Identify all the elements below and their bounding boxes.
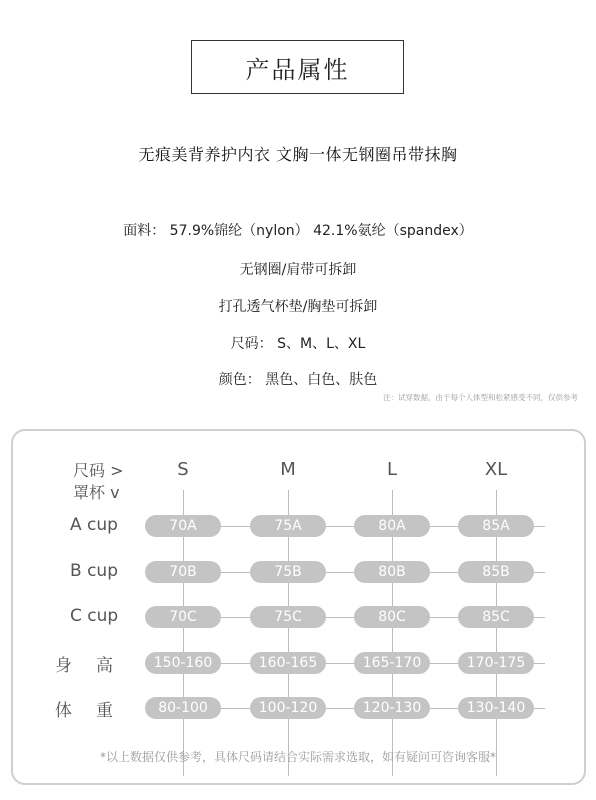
- corner-size-label: 尺码 >: [73, 461, 124, 480]
- size-cell: 100-120: [250, 697, 326, 719]
- size-cell: 130-140: [458, 697, 534, 719]
- size-cell: 85C: [458, 606, 534, 628]
- size-cell: 80C: [354, 606, 430, 628]
- footer-note: *以上数据仅供参考，具体尺码请结合实际需求选取，如有疑问可咨询客服*: [99, 750, 496, 764]
- size-cell: 75C: [250, 606, 326, 628]
- size-cell: 70A: [145, 515, 221, 537]
- table-corner-label: [73, 460, 124, 504]
- column-header-xl: XL: [484, 459, 508, 480]
- attribute-wire: 无钢圈/肩带可拆卸: [239, 262, 357, 278]
- row-header-b-cup: B cup: [70, 561, 118, 581]
- row-header-c-cup: C cup: [70, 606, 119, 626]
- attribute-size: 尺码： S、M、L、XL: [230, 336, 366, 352]
- size-cell: 70C: [145, 606, 221, 628]
- row-header-a-cup: A cup: [70, 515, 118, 535]
- size-cell: 85A: [458, 515, 534, 537]
- size-cell: 85B: [458, 561, 534, 583]
- row-header-height: 身高: [55, 656, 137, 676]
- size-cell: 80A: [354, 515, 430, 537]
- attribute-pad: 打孔透气杯垫/胸垫可拆卸: [218, 299, 378, 315]
- size-cell: 70B: [145, 561, 221, 583]
- corner-cup-label: 罩杯 v: [73, 483, 120, 502]
- page-title: 产品属性: [191, 40, 404, 94]
- column-header-l: L: [386, 459, 398, 480]
- size-cell: 75A: [250, 515, 326, 537]
- column-header-s: S: [177, 459, 189, 480]
- size-cell: 150-160: [145, 652, 221, 674]
- size-cell: 80-100: [145, 697, 221, 719]
- size-cell: 75B: [250, 561, 326, 583]
- size-cell: 170-175: [458, 652, 534, 674]
- size-cell: 160-165: [250, 652, 326, 674]
- row-header-weight: 体重: [55, 701, 137, 721]
- column-header-m: M: [280, 459, 296, 480]
- size-cell: 120-130: [354, 697, 430, 719]
- fit-note: 注：试穿数据，由于每个人体型和松紧感受不同，仅供参考: [383, 393, 578, 402]
- attribute-fabric: 面料： 57.9%锦纶（nylon） 42.1%氨纶（spandex）: [123, 223, 473, 239]
- size-cell: 80B: [354, 561, 430, 583]
- product-name: 无痕美背养护内衣 文胸一体无钢圈吊带抹胸: [138, 145, 458, 164]
- attribute-color: 颜色： 黑色、白色、肤色: [218, 372, 378, 388]
- size-cell: 165-170: [354, 652, 430, 674]
